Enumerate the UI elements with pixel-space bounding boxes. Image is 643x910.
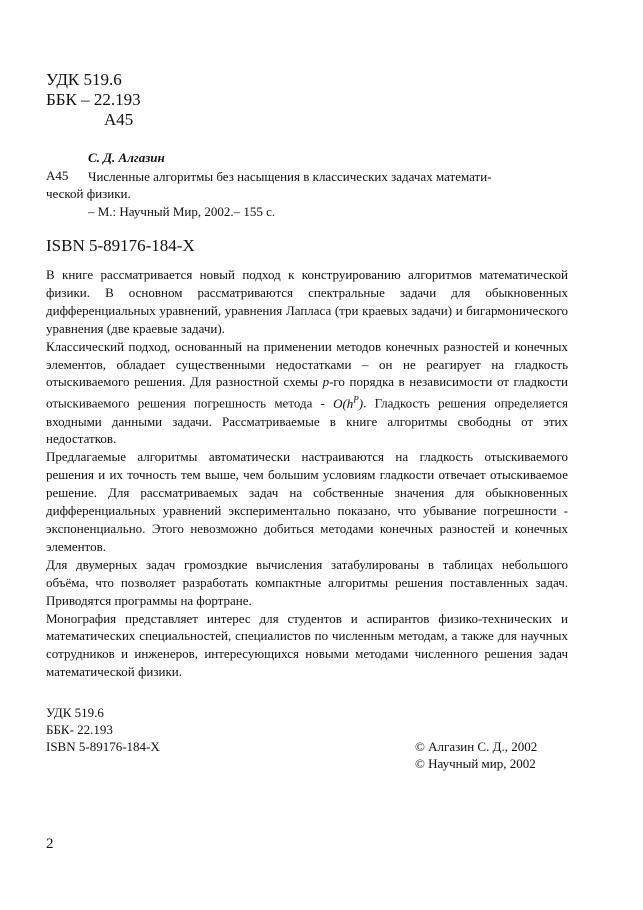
isbn-heading: ISBN 5-89176-184-X	[46, 236, 195, 255]
abstract-paragraph-1: В книге рассматривается новый подход к конструированию алгоритмов математической физики. В основном рассматриваются спектральные задачи для обыкновенных дифференциальных уравнений, уравнения Лапласа (три краевых задачи) и бигармонического уравнения (две краевые задачи).	[46, 267, 568, 336]
abstract	[46, 266, 568, 681]
abstract-paragraph-5: Монография представляет интерес для студентов и аспирантов физико-технических и математических специальностей, специалистов по численным методам, а также для научных сотрудников и инженеров, интересующихся новыми методами численного решения задач математической физики.	[46, 610, 568, 680]
abstract-paragraph-4: Для двумерных задач громоздкие вычисления затабулированы в таблицах небольшого объёма, что позволяет разработать компактные алгоритмы решения поставленных задач. Приводятся программы на фортране.	[46, 556, 568, 608]
abstract-p2-part-b: -го порядка в независимости от гладкости отыскиваемого решения погрешность метода -	[46, 374, 568, 411]
abstract-paragraph-3: Предлагаемые алгоритмы автоматически настраиваются на гладкость отыскиваемого решения и их точность тем выше, чем большим условиям гладкости отвечает отыскиваемое решение. Для рассматриваемых задач на собственные значения для обыкновенных дифференциальных уравнений экспериментально показано, что убывание погрешности - экспоненциально. Этого невозможно добиться методами конечных разностей и конечных элементов.	[46, 449, 568, 554]
footer-bbk: ББК- 22.193	[46, 722, 113, 737]
header-bbk: ББК – 22.193	[46, 90, 141, 109]
copyright-author: © Алгазин С. Д., 2002	[415, 739, 538, 754]
abstract-p2-part-a: Классический подход, основанный на применении методов конечных разностей и конечных элементов, обладает существенными недостатками – он не реагирует на гладкость отыскиваемого решения. Для разностной схемы	[46, 338, 568, 390]
header-author-code: А45	[104, 110, 134, 129]
catalog-title-line2: ческой физики.	[46, 186, 131, 201]
abstract-p2-p: p	[322, 374, 330, 390]
footer-isbn: ISBN 5-89176-184-X	[46, 739, 160, 754]
catalog-code: А45	[46, 168, 69, 183]
page-number: 2	[46, 836, 54, 852]
copyright-publisher: © Научный мир, 2002	[415, 756, 536, 771]
formula-sup: P	[353, 394, 359, 405]
catalog-publisher: – М.: Научный Мир, 2002.– 155 с.	[88, 204, 276, 219]
abstract-paragraph-2	[46, 338, 568, 449]
catalog-title-line1: Численные алгоритмы без насыщения в классических задачах математи-	[88, 169, 492, 184]
catalog-author: С. Д. Алгазин	[88, 150, 165, 165]
footer-udk: УДК 519.6	[46, 705, 104, 720]
abstract-p2-part-c: . Гладкость решения определяется входными данными задачи. Рассматриваемые в книге алгоритмы свободны от этих недостатков.	[46, 395, 568, 447]
formula-o: O(h	[333, 395, 354, 411]
abstract-p2-formula	[333, 396, 363, 411]
formula-close: )	[358, 395, 364, 411]
header-udk: УДК 519.6	[46, 70, 122, 89]
